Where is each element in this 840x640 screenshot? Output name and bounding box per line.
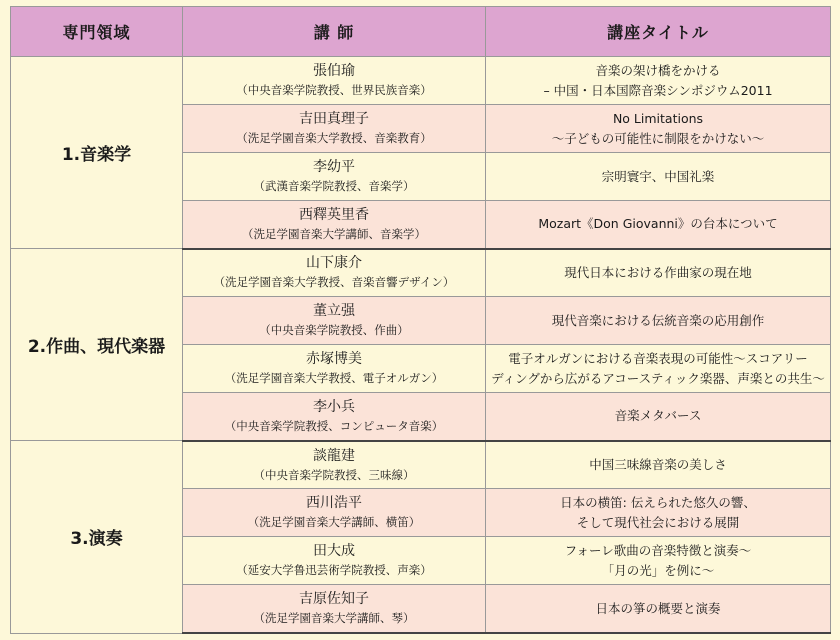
lecture-title-cell [486, 297, 831, 345]
lecture-title-cell [486, 105, 831, 153]
lecturer-name: 田大成 [313, 543, 355, 560]
lecturer-name: 李小兵 [313, 398, 355, 415]
lecture-title-cell [486, 153, 831, 201]
lecture-title-line2: – 中国・日本国際音楽シンポジウム2011 [543, 82, 773, 98]
lecture-title-line1: Mozart《Don Giovanni》の台本について [538, 216, 778, 232]
lecture-title-line2: ～子どもの可能性に制限をかけない～ [551, 130, 765, 146]
lecturer-affiliation: （洗足学園音楽大学教授、音楽音響デザイン） [213, 275, 455, 290]
lecture-title-line1: 音楽の架け橋をかける [595, 62, 721, 78]
lecturer-affiliation: （中央音楽学院教授、作曲） [259, 323, 409, 338]
lecture-title-line1: No Limitations [612, 110, 704, 126]
domain-cell: 2.作曲、現代楽器 [11, 249, 183, 441]
lecturer-affiliation: （中央音楽学院教授、コンピュータ音楽） [224, 418, 444, 433]
lecturer-affiliation: （中央音楽学院教授、世界民族音楽） [236, 83, 432, 98]
header-domain: 専門領域 [11, 7, 183, 57]
table-row [11, 57, 831, 105]
lecture-title-line2: ディングから広がるアコースティック楽器、声楽との共生～ [491, 370, 825, 386]
lecturer-cell [183, 585, 486, 633]
lecturer-name: 董立强 [313, 303, 355, 320]
lecture-title-cell [486, 441, 831, 489]
lecture-title-line1: 日本の箏の概要と演奏 [595, 600, 721, 616]
lecturer-cell [183, 153, 486, 201]
lecturer-cell [183, 489, 486, 537]
domain-cell: 1.音楽学 [11, 57, 183, 249]
lecture-title-line1: 現代音楽における伝統音楽の応用創作 [551, 312, 765, 328]
lecture-title-line1: 電子オルガンにおける音楽表現の可能性～スコアリー [508, 350, 808, 366]
lecturer-name: 李幼平 [313, 159, 355, 176]
lecture-title-cell [486, 201, 831, 249]
lecture-table [10, 6, 831, 634]
lecturer-name: 談龍建 [313, 447, 355, 464]
lecturer-name: 西釋英里香 [299, 206, 369, 223]
lecture-title-cell [486, 537, 831, 585]
lecture-title-line1: 中国三味線音楽の美しさ [589, 457, 727, 473]
lecture-title-cell [486, 393, 831, 441]
lecturer-cell [183, 441, 486, 489]
table-row [11, 441, 831, 489]
header-row [11, 7, 831, 57]
lecturer-affiliation: （洗足学園音楽大学講師、琴） [253, 611, 415, 626]
lecturer-name: 張伯瑜 [313, 63, 355, 80]
header-lecturer: 講 師 [183, 7, 486, 57]
lecturer-name: 西川浩平 [306, 495, 362, 512]
lecture-title-line1: 宗明寰宇、中国礼楽 [601, 168, 715, 184]
lecturer-cell [183, 297, 486, 345]
lecturer-affiliation: （洗足学園音楽大学教授、電子オルガン） [224, 371, 444, 386]
lecturer-affiliation: （延安大学鲁迅芸術学院教授、声楽） [236, 563, 432, 578]
lecturer-name: 吉原佐知子 [299, 591, 369, 608]
lecturer-affiliation: （洗足学園音楽大学講師、音楽学） [242, 226, 426, 241]
lecturer-affiliation: （洗足学園音楽大学講師、横笛） [247, 515, 421, 530]
lecturer-cell [183, 57, 486, 105]
lecturer-name: 山下康介 [306, 255, 362, 272]
lecture-title-line1: 日本の横笛: 伝えられた悠久の響、 [560, 494, 756, 510]
lecturer-cell [183, 201, 486, 249]
lecture-title-cell [486, 249, 831, 297]
lecture-title-line1: 現代日本における作曲家の現在地 [564, 264, 752, 280]
lecture-title-line2: そして現代社会における展開 [576, 514, 740, 530]
lecture-title-line2: 「月の光」を例に～ [601, 562, 715, 578]
lecture-title-cell [486, 345, 831, 393]
table-row [11, 249, 831, 297]
lecture-title-cell [486, 585, 831, 633]
lecturer-name: 赤塚博美 [306, 351, 362, 368]
lecture-title-line1: フォーレ歌曲の音楽特徴と演奏～ [564, 542, 752, 558]
lecture-title-cell [486, 489, 831, 537]
header-title: 講座タイトル [486, 7, 831, 57]
lecturer-cell [183, 393, 486, 441]
lecturer-cell [183, 345, 486, 393]
lecturer-cell [183, 105, 486, 153]
lecturer-cell [183, 249, 486, 297]
domain-cell: 3.演奏 [11, 441, 183, 633]
lecturer-affiliation: （洗足学園音楽大学教授、音楽教育） [236, 131, 432, 146]
lecturer-name: 吉田真理子 [299, 111, 369, 128]
lecturer-cell [183, 537, 486, 585]
lecture-title-line1: 音楽メタバース [614, 408, 702, 424]
lecture-title-cell [486, 57, 831, 105]
table-body [11, 57, 831, 634]
lecturer-affiliation: （武漢音楽学院教授、音楽学） [253, 179, 415, 194]
lecturer-affiliation: （中央音楽学院教授、三味線） [253, 467, 415, 482]
